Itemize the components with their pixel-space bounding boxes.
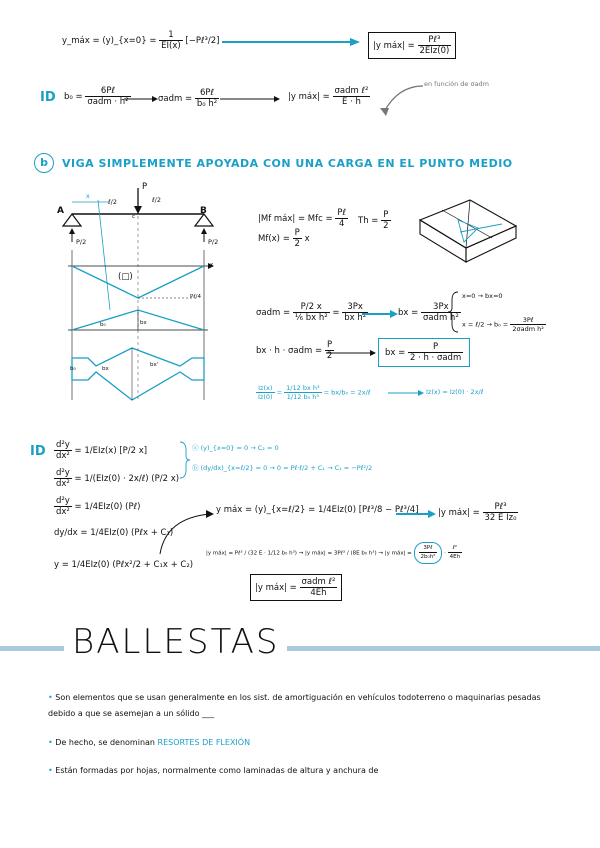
label-b0-bottom: b₀ — [70, 366, 76, 372]
ymax-eq: y máx = (y)_{x=ℓ/2} = 1/4EIz(0) [Pℓ³/8 − Pℓ³/4] — [216, 505, 419, 515]
reaction-left: P/2 — [76, 238, 87, 246]
label-p: P — [142, 182, 148, 192]
eq2-mid: σadm = $\frac{\text{6Pℓ}}{\text{b₀ h²}}$ — [158, 88, 218, 109]
eq1-result: |y máx| = $\frac{\text{Pℓ³}}{\text{2EIz(0)}}$ — [368, 32, 456, 59]
inertia-arrow — [388, 390, 424, 396]
label-x: x — [86, 192, 90, 200]
cond-b: ⓑ (dy/dx)_{x=ℓ/2} = 0 → 0 = Pℓ·ℓ/2 + C₁ → C₁ = −Pℓ²/2 — [192, 464, 373, 472]
eq1-bracket: [−Pℓ³/2] — [185, 36, 220, 46]
beam-3d-sketch — [412, 196, 522, 266]
cond-a: ⓐ (y)_{x=0} = 0 → C₂ = 0 — [192, 444, 279, 452]
shear-eq: bx · h · σadm = $\frac{P}{2}$ — [256, 340, 333, 361]
label-b0: b₀ — [100, 322, 106, 328]
note-text: en función de σadm — [424, 80, 490, 88]
eq1-lhs: y_máx = (y)_{x=0} = — [62, 36, 157, 46]
sigma-eq: σadm = $\frac{P/2 x}{\text{⅙ bx h²}}$ = $\frac{3Px}{\text{bx h²}}$ — [256, 302, 367, 323]
deriv-line-3: $\frac{\text{d²y}}{\text{dx²}}$ = 1/4EIz(0) (Pℓ) — [56, 496, 141, 517]
eq2-arrow-1 — [124, 96, 158, 102]
note-arrow — [378, 82, 428, 122]
eq1-line — [62, 30, 219, 51]
deriv-line-4: dy/dx = 1/4EIz(0) (Pℓx + C₁) — [54, 528, 174, 538]
label-c: c — [132, 214, 136, 220]
bullet-3: • Están formadas por hojas, normalmente como laminadas de altura y anchura de — [48, 766, 379, 775]
deriv-marker: ID — [30, 444, 46, 459]
eq2-line: b₀ = $\frac{\text{6Pℓ}}{\text{σadm · h²}}$ — [64, 86, 129, 107]
deriv-line-5: y = 1/4EIz(0) (Pℓx²/2 + C₁x + C₂) — [54, 560, 194, 570]
label-b: B — [200, 206, 207, 216]
section-b-marker: b — [34, 153, 54, 173]
label-l2a: ℓ/2 — [108, 198, 118, 206]
ymax-result: |y máx| = $\frac{\text{Pℓ³}}{\text{32 E Iz₀}}$ — [438, 502, 517, 523]
bullet-1: • Son elementos que se usan generalmente en los sist. de amortiguación en vehículos todoterreno o maquinarias pesadas debido a que se asemejan a un sólido ___ — [48, 693, 541, 718]
mf-max-eq: |Mf máx| = Mfc = $\frac{\text{Pℓ}}{4}$ — [258, 208, 346, 229]
label-bx-bottom: bx — [102, 366, 109, 372]
yfinal: |y máx| = $\frac{\text{σadm ℓ²}}{4Eh}$ — [250, 574, 342, 601]
case-1: x=0 → bx=0 — [462, 292, 503, 300]
label-bx-prime: bx' — [150, 362, 159, 368]
shear-box: bx = $\frac{P}{\text{2 · h · σadm}}$ — [378, 338, 470, 367]
eq2-marker: ID — [40, 90, 56, 105]
label-bx: bx — [140, 320, 147, 326]
inertia-eq: $\frac{Iz(x)}{Iz(0)}$ = $\frac{\text{1/12 bx h³}}{\text{1/12 b₀ h³}}$ = bx/b₀ = 2x/ℓ — [258, 384, 371, 401]
eq1-arrow — [222, 38, 362, 46]
ballestas-title: BALLESTAS — [64, 622, 287, 662]
case-brace — [450, 290, 460, 334]
axis-x-label: x — [210, 262, 214, 268]
moment-value: Pℓ/4 — [190, 294, 201, 300]
bullet-2: • De hecho, se denominan RESORTES DE FLEXIÓN — [48, 738, 251, 747]
moment-label: (□) — [118, 272, 133, 282]
cond-brace — [178, 440, 188, 480]
case-2: x = ℓ/2 → b₀ = $\frac{\text{3Pℓ}}{\text{2σadm h²}}$ — [462, 316, 544, 333]
reaction-right: P/2 — [208, 238, 219, 246]
mfx-eq: Mf(x) = $\frac{P}{2}$ x — [258, 228, 310, 249]
sigma-arrow — [362, 310, 398, 318]
inertia-result: Iz(x) = Iz(0) · 2x/ℓ — [426, 388, 484, 396]
eq2-arrow-2 — [220, 96, 280, 102]
support-left — [63, 214, 81, 226]
deriv-line-1: $\frac{\text{d²y}}{\text{dx²}}$ = 1/EIz(x) [P/2 x] — [56, 440, 148, 461]
yabs-line: |y máx| = Pℓ³ / (32 E · 1/12 b₀ h³) → |y máx| = 3Pℓ³ / (8E b₀ h³) → |y máx| = $\frac{\text{3Pℓ}}{\text{2b₀h²}}$ · $\frac{\text{ℓ²}}{4Eh}$ — [206, 542, 524, 564]
section-b-title: VIGA SIMPLEMENTE APOYADA CON UNA CARGA EN EL PUNTO MEDIO — [62, 157, 513, 170]
shear-arrow — [326, 350, 376, 356]
eq2-result: |y máx| = $\frac{\text{σadm ℓ²}}{E \cdot h}$ — [288, 86, 369, 107]
ymax-arrow — [396, 510, 436, 518]
label-a: A — [57, 206, 64, 216]
deriv-line-2: $\frac{\text{d²y}}{\text{dx²}}$ = 1/(EIz(0) · 2x/ℓ) (P/2 x) — [56, 468, 180, 489]
eq1-frac: $\frac{1}{EI(x)}$ — [161, 30, 181, 51]
label-l2b: ℓ/2 — [152, 196, 162, 204]
bx-eq: bx = $\frac{3Px}{\text{σadm h²}}$ — [398, 302, 459, 323]
th-eq: Th = $\frac{P}{2}$ — [358, 210, 389, 231]
